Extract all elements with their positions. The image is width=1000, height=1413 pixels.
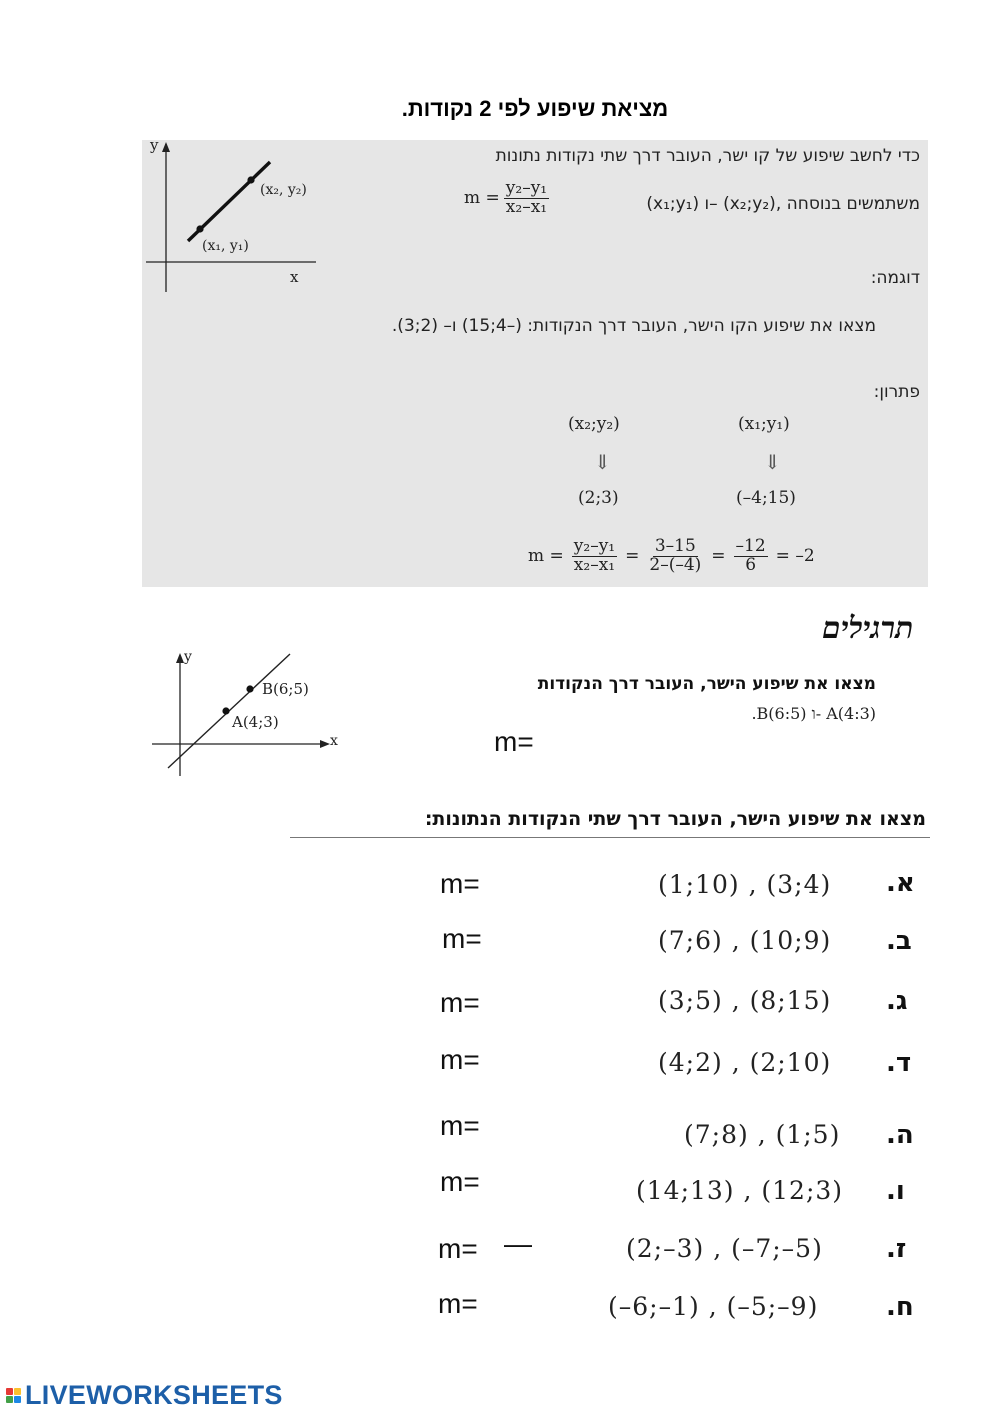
first-exercise-points: .B(6:5) ו- A(4:3) [751, 704, 876, 723]
solution-result: = –2 [775, 546, 815, 567]
solution-fraction-2 [647, 538, 703, 575]
example-graph-y-label: y [150, 136, 159, 154]
slope-formula-fraction [504, 180, 549, 217]
item-8-points: (–6;–1) , (–5;–9) [608, 1292, 819, 1321]
divider-line [290, 837, 930, 838]
slope-formula [464, 180, 549, 217]
exercise-y-arrow [176, 653, 184, 663]
slope-formula-lhs: m = [464, 188, 500, 209]
exercise-graph-y-label: y [184, 649, 192, 665]
solution-formula [528, 538, 815, 575]
example-graph-point2-label: (x₂, y₂) [260, 182, 307, 198]
item-7-letter: ז. [886, 1234, 907, 1264]
item-1-letter: א. [886, 868, 915, 898]
solution-fraction-1-den: x₂–x₁ [573, 554, 616, 575]
solution-fraction-3-num: –12 [735, 536, 766, 556]
solution-fraction-1 [572, 538, 617, 575]
item-4-answer-label: m= [440, 1044, 480, 1075]
exercise-point-b [246, 685, 253, 692]
example-point-2 [247, 176, 254, 183]
example-box [142, 136, 928, 587]
liveworksheets-logo-icon [6, 1388, 21, 1403]
solution-lhs: m = [528, 546, 564, 567]
mapping-right-header: (x₁;y₁) [738, 414, 790, 434]
item-4-letter: ד. [886, 1048, 912, 1078]
item-4-points: (4;2) , (2;10) [658, 1048, 832, 1077]
mapping-left-value: (2;3) [578, 488, 619, 508]
exercise-point-a-label: A(4;3) [232, 713, 279, 731]
item-5-points: (7;8) , (1;5) [684, 1120, 841, 1149]
footer-brand: LIVEWORKSHEETS [25, 1380, 283, 1410]
solution-eq-1: = [625, 546, 640, 567]
logo-cell-3 [6, 1396, 13, 1403]
logo-cell-1 [6, 1388, 13, 1395]
item-3-letter: ג. [886, 986, 908, 1016]
example-points-text: (x₁;y₁) ו– (x₂;y₂), משתמשים בנוסחה [646, 194, 920, 214]
example-label: דוגמה: [870, 268, 920, 288]
page-title: מציאת שיפוע לפי 2 נקודות. [401, 96, 669, 121]
solution-fraction-3-den: 6 [745, 554, 757, 575]
first-exercise-instruction: מצאו את שיפוע הישר, העובר דרך הנקודות [537, 674, 876, 694]
exercise-point-a [222, 707, 229, 714]
item-3-answer-label: m= [440, 987, 480, 1018]
example-graph-x-label: x [290, 268, 299, 286]
item-7-points: (2;–3) , (–7;–5) [626, 1234, 823, 1263]
item-6-points: (14;13) , (12;3) [636, 1176, 844, 1205]
slope-formula-denominator: x₂–x₁ [505, 196, 548, 217]
footer-logo[interactable] [6, 1380, 283, 1411]
item-3-points: (3;5) , (8;15) [658, 986, 832, 1015]
item-2-letter: ב. [886, 926, 912, 956]
item-5-answer-label: m= [440, 1110, 480, 1141]
example-point-1 [196, 225, 203, 232]
solution-eq-2: = [711, 546, 726, 567]
example-intro-text: כדי לחשב שיפוע של קו ישר, העובר דרך שתי נקודות נתונות [495, 146, 920, 166]
list-instruction: מצאו את שיפוע הישר, העובר דרך שתי הנקודות הנתונות: [424, 808, 926, 830]
mapping-left-header: (x₂;y₂) [568, 414, 620, 434]
item-8-answer-label: m= [438, 1288, 478, 1319]
mapping-right-value: (–4;15) [736, 488, 796, 508]
item-2-answer-label: m= [442, 923, 482, 954]
item-8-letter: ח. [886, 1292, 914, 1322]
item-7-answer-label: m= [438, 1233, 478, 1264]
example-graph-point1-label: (x₁, y₁) [202, 238, 249, 254]
mapping-left-arrow: ⇓ [594, 450, 611, 474]
solution-label: פתרון: [873, 382, 920, 402]
slope-formula-numerator: y₂–y₁ [505, 178, 548, 198]
item-1-answer-label: m= [440, 868, 480, 899]
item-6-answer-label: m= [440, 1166, 480, 1197]
item-2-points: (7;6) , (10;9) [658, 926, 832, 955]
item-7-dash: — [504, 1228, 532, 1259]
exercise-point-b-label: B(6;5) [262, 680, 309, 698]
solution-fraction-2-den: 2–(–4) [649, 554, 702, 575]
logo-cell-2 [14, 1388, 21, 1395]
mapping-right-arrow: ⇓ [764, 450, 781, 474]
solution-fraction-2-num: 3–15 [654, 536, 696, 556]
item-1-points: (1;10) , (3;4) [658, 870, 832, 899]
logo-cell-4 [14, 1396, 21, 1403]
exercise-x-arrow [320, 740, 330, 748]
example-y-arrow [162, 142, 170, 152]
exercise-graph-x-label: x [330, 733, 338, 749]
solution-fraction-1-num: y₂–y₁ [573, 536, 616, 556]
item-6-letter: ו. [886, 1176, 905, 1206]
example-task: מצאו את שיפוע הקו הישר, העובר דרך הנקודות: (–4;15) ו– (2;3). [391, 316, 876, 336]
solution-fraction-3 [734, 538, 768, 575]
first-exercise-answer-label: m= [494, 726, 534, 757]
item-5-letter: ה. [886, 1120, 914, 1150]
exercises-heading: תרגילים [822, 611, 914, 646]
